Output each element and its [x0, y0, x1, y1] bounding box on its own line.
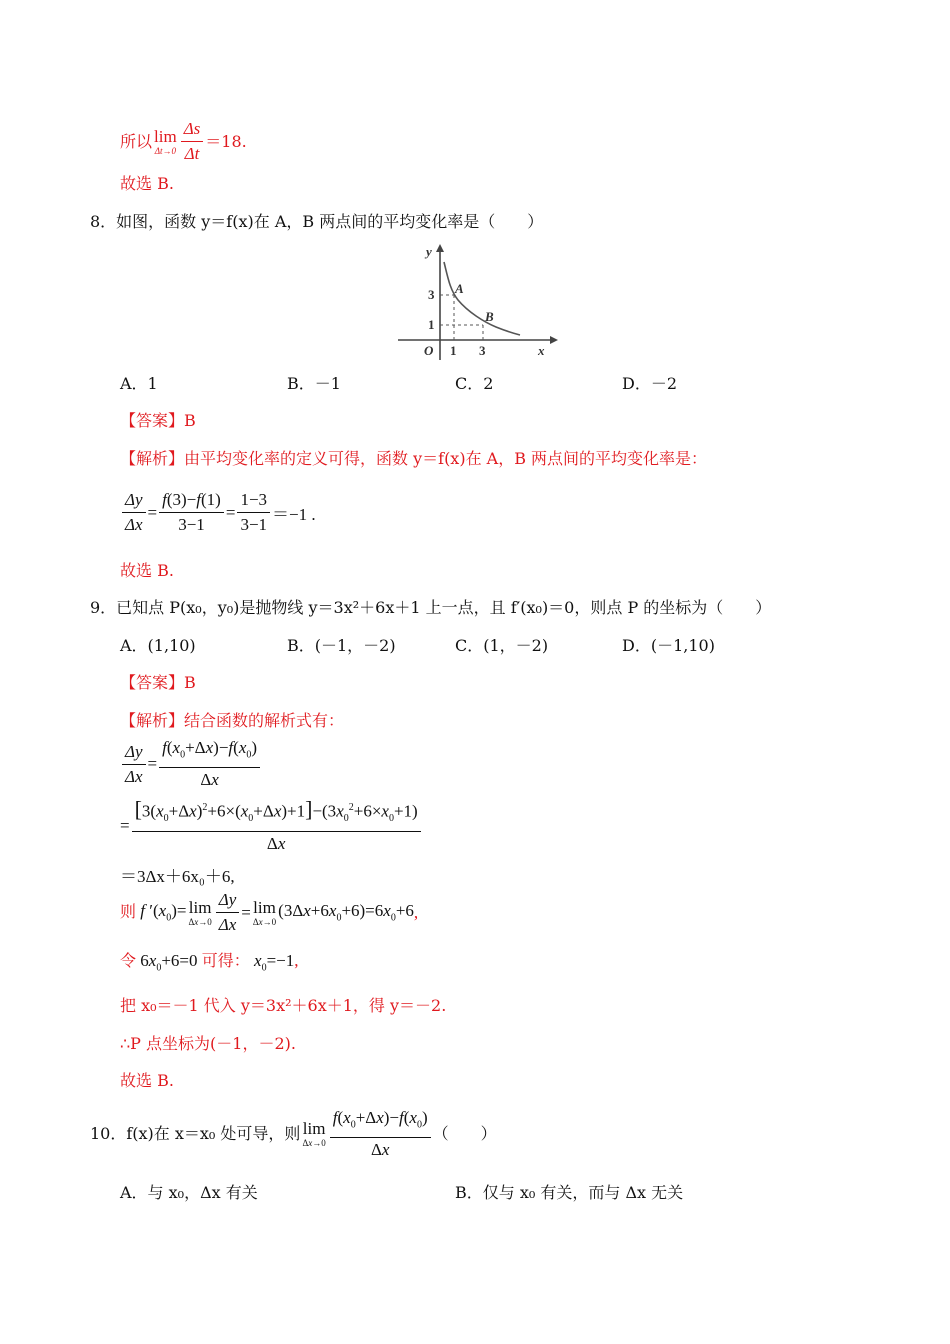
q9-step3: ＝3Δx＋6x₀＋6, — [120, 867, 235, 886]
point-a-label: A — [455, 281, 464, 296]
x-tick-1: 1 — [450, 343, 457, 358]
q10-option-b: B．仅与 x₀ 有关，而与 Δx 无关 — [455, 1183, 684, 1202]
q8-formula-end: ＝−1 . — [272, 505, 316, 524]
q10-stem-suffix: （ ） — [432, 1124, 497, 1144]
limit-prefix: 所以 — [120, 131, 153, 151]
q8-formula: $\frac{\Delta y}{\Delta x}$ = $\frac{f(3)-f(1)}{3-1}$ = $\frac{1-3}{3-1}$ ＝−1 . — [120, 490, 316, 535]
limit-result: ＝18. — [205, 131, 247, 151]
q8-option-a: A．1 — [120, 374, 158, 393]
q9-option-d: D．(－1,10) — [622, 636, 715, 655]
ds-over-dt-fraction: $\frac{\Delta s}{\Delta t}$ — [181, 119, 204, 164]
analysis-text: 由平均变化率的定义可得，函数 y＝f(x)在 A，B 两点间的平均变化率是： — [184, 449, 708, 468]
q9-answer: 【答案】B — [120, 673, 196, 692]
q9-option-a: A．(1,10) — [120, 636, 196, 655]
q9-conclusion: 故选 B. — [120, 1071, 174, 1090]
x-axis-arrow — [550, 336, 558, 344]
analysis-text: 结合函数的解析式有： — [184, 711, 345, 730]
q8-stem: 8．如图，函数 y＝f(x)在 A，B 两点间的平均变化率是（ ） — [90, 212, 544, 231]
y-axis-arrow — [436, 244, 444, 252]
step5-prefix: 令 — [120, 953, 137, 970]
q9-step5: 令 $6x_0+6=0$ 可得： $x_0=-1$, — [120, 951, 299, 974]
step5-middle: 可得： — [201, 953, 250, 970]
limit-line — [120, 119, 247, 164]
conclusion-previous: 故选 B. — [120, 174, 174, 193]
q9-option-c: C．(1，－2) — [455, 636, 549, 655]
q8-option-c: C．2 — [455, 374, 494, 393]
q10-stem: 10．f(x)在 x＝x₀ 处可导，则 lim Δx→0 $\frac{f(x_0+\Delta x)-f(x_0)}{\Delta x}$ （ ） — [90, 1108, 497, 1160]
q10-option-a: A．与 x₀，Δx 有关 — [120, 1183, 258, 1202]
q9-analysis — [120, 711, 344, 731]
q9-option-b: B．(－1，－2) — [287, 636, 396, 655]
y-axis-label: y — [426, 244, 432, 259]
q8-graph — [392, 238, 558, 364]
q8-analysis — [120, 449, 707, 469]
q9-step7: ∴P 点坐标为(－1，－2). — [120, 1034, 296, 1053]
point-b-label: B — [485, 309, 494, 324]
y-tick-3: 3 — [428, 287, 435, 302]
q8-conclusion: 故选 B. — [120, 561, 174, 580]
q10-stem-prefix: 10．f(x)在 x＝x₀ 处可导，则 — [90, 1124, 301, 1144]
q9-step4: 则 f $'(x_0)=$ lim Δx→0 $\frac{\Delta y}{\Delta x}$ = lim Δx→0 $(3\Delta x+6x_0+6)=6x_0+6$ , — [120, 890, 419, 934]
x-axis-label: x — [538, 343, 545, 358]
q9-step6: 把 x₀＝－1 代入 y＝3x²＋6x＋1，得 y＝－2. — [120, 996, 447, 1015]
curve — [444, 262, 520, 335]
q8-option-b: B．－1 — [287, 374, 341, 393]
q8-option-d: D．－2 — [622, 374, 678, 393]
analysis-tag: 【解析】 — [120, 449, 185, 468]
q8-answer: 【答案】B — [120, 411, 196, 430]
step4-prefix: 则 — [120, 903, 137, 921]
q9-stem: 9．已知点 P(x₀，y₀)是抛物线 y＝3x²＋6x＋1 上一点，且 f′(x₀)＝0，则点 P 的坐标为（ ） — [90, 598, 772, 617]
x-tick-3: 3 — [479, 343, 486, 358]
origin-label: O — [424, 343, 434, 358]
analysis-tag: 【解析】 — [120, 711, 185, 730]
q9-step2: = $\frac{[3(x_0+\Delta x)^2+6\times(x_0+\Delta x)+1]-(3x_0^2+6\times x_0+1)}{\Delta x}$ — [120, 798, 423, 854]
lim-operator: lim Δt→0 — [154, 126, 177, 156]
q9-step1: $\frac{\Delta y}{\Delta x}$ = $\frac{f(x_0+\Delta x)-f(x_0)}{\Delta x}$ — [120, 738, 262, 790]
y-tick-1: 1 — [428, 317, 435, 332]
